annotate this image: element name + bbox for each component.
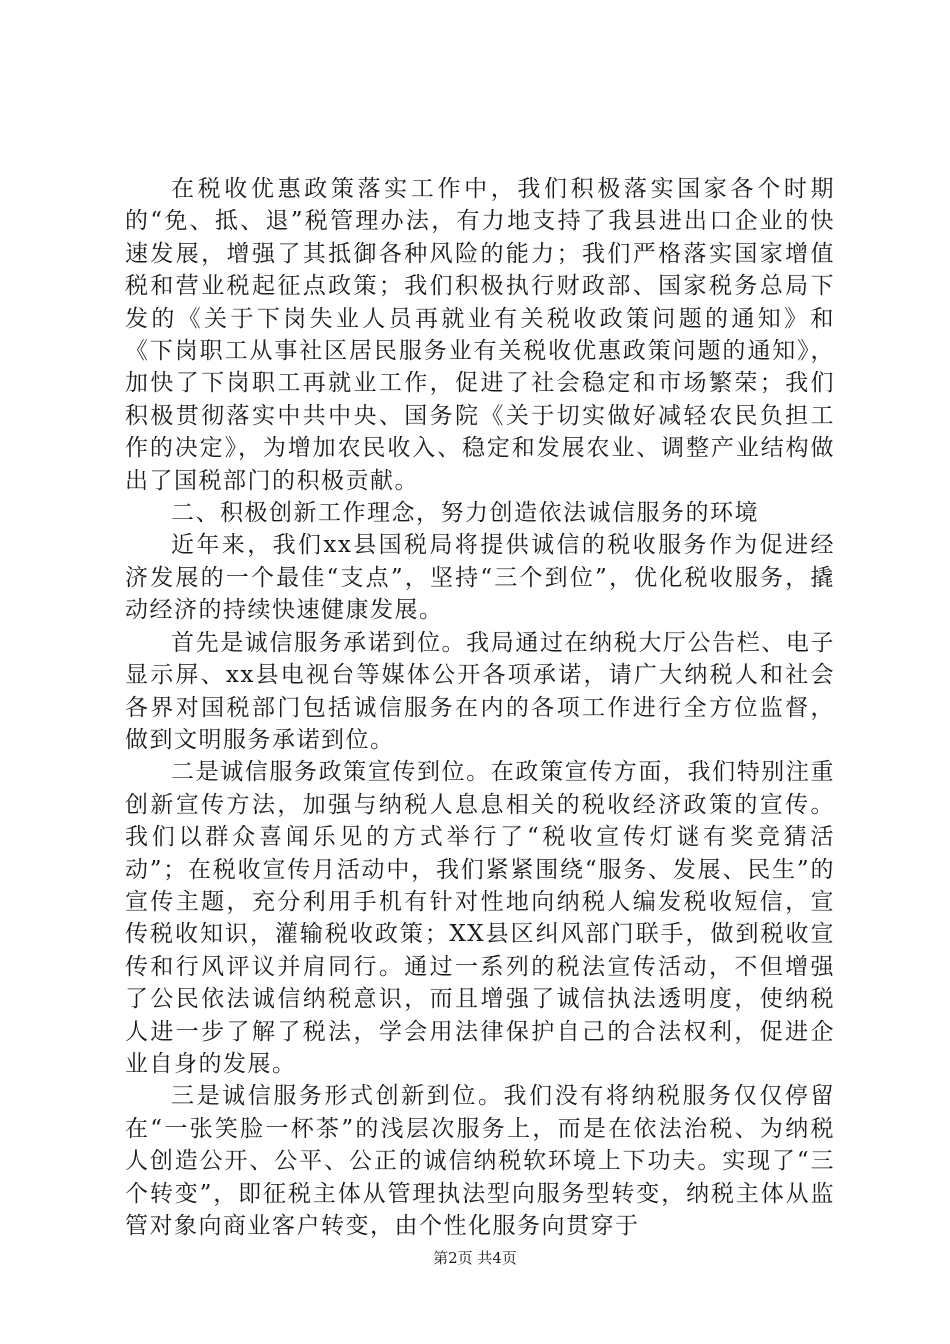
page-footer: 第2页 共4页: [433, 1249, 517, 1267]
paragraph-second-point: 二是诚信服务政策宣传到位。在政策宣传方面，我们特别注重创新宣传方法，加强与纳税人息息相关的税收经济政策的宣传。我们以群众喜闻乐见的方式举行了“税收宣传灯谜有奖竞猜活动”；在税收宣传月活动中，我们紧紧围绕“服务、发展、民生”的宣传主题，充分利用手机有针对性地向纳税人编发税收短信，宣传税收知识，灌输税收政策；XX县区纠风部门联手，做到税收宣传和行风评议并肩同行。通过一系列的税法宣传活动，不但增强了公民依法诚信纳税意识，而且增强了诚信执法透明度，使纳税人进一步了解了税法，学会用法律保护自己的合法权利，促进企业自身的发展。: [125, 759, 835, 1077]
paragraph-tax-incentives: 在税收优惠政策落实工作中，我们积极落实国家各个时期的“免、抵、退”税管理办法，有力地支持了我县进出口企业的快速发展，增强了其抵御各种风险的能力；我们严格落实国家增值税和营业税起征点政策；我们积极执行财政部、国家税务总局下发的《关于下岗失业人员再就业有关税收政策问题的通知》和《下岗职工从事社区居民服务业有关税收优惠政策问题的通知》，加快了下岗职工再就业工作，促进了社会稳定和市场繁荣；我们积极贯彻落实中共中央、国务院《关于切实做好减轻农民负担工作的决定》，为增加农民收入、稳定和发展农业、调整产业结构做出了国税部门的积极贡献。: [125, 176, 835, 494]
paragraph-first-point: 首先是诚信服务承诺到位。我局通过在纳税大厅公告栏、电子显示屏、xx县电视台等媒体公开各项承诺，请广大纳税人和社会各界对国税部门包括诚信服务在内的各项工作进行全方位监督，做到文明服务承诺到位。: [125, 629, 835, 753]
body-text: [125, 173, 835, 1242]
paragraph-intro: 近年来，我们xx县国税局将提供诚信的税收服务作为促进经济发展的一个最佳“支点”，坚持“三个到位”，优化税收服务，撬动经济的持续快速健康发展。: [125, 532, 835, 624]
section-heading-2: 二、积极创新工作理念，努力创造依法诚信服务的环境: [171, 500, 759, 527]
paragraph-third-point: 三是诚信服务形式创新到位。我们没有将纳税服务仅仅停留在“一张笑脸一杯茶”的浅层次服务上，而是在依法治税、为纳税人创造公开、公平、公正的诚信纳税软环境上下功夫。实现了“三个转变”，即征税主体从管理执法型向服务型转变，纳税主体从监管对象向商业客户转变，由个性化服务向贯穿于: [125, 1083, 835, 1239]
